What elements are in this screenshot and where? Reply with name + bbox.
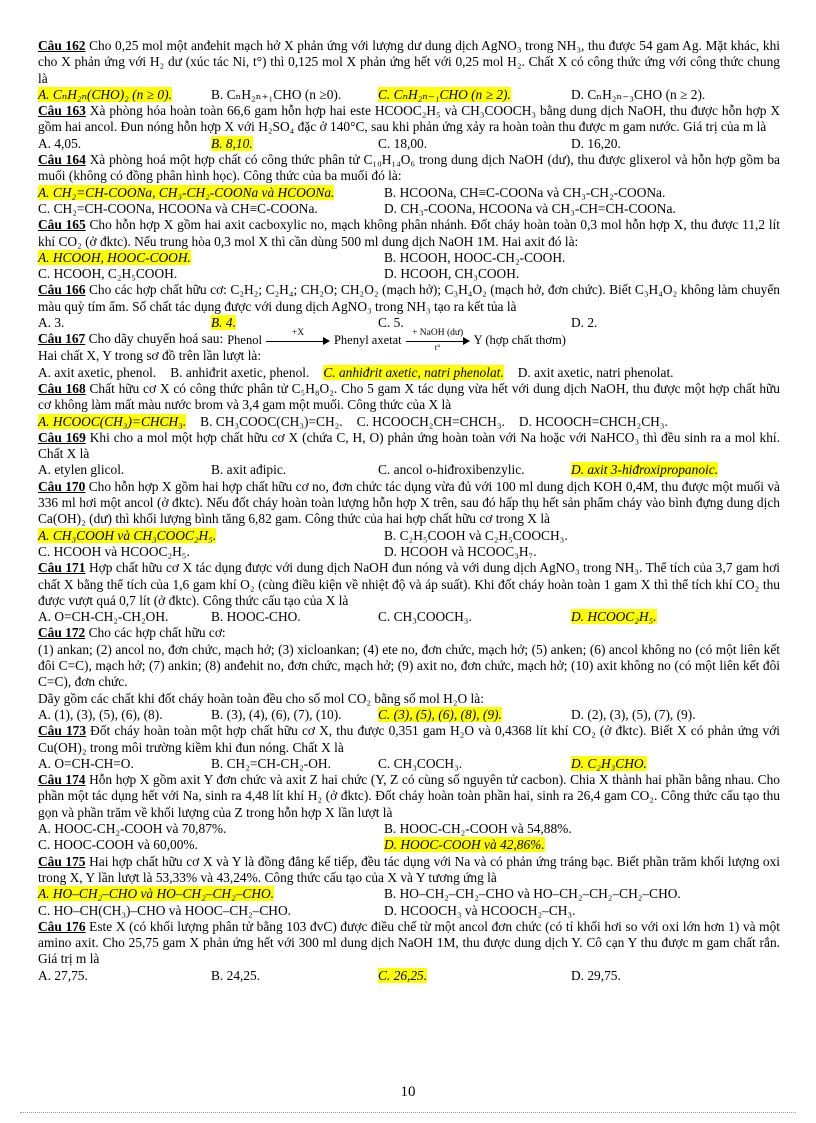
answer-option (384, 528, 780, 544)
question-label: Câu 169 (38, 429, 86, 445)
question-text: Hỗn hợp X gồm axit Y đơn chức và axit Z hai chức (Y, Z có cùng số nguyên tử cacbon). Chia X thành hai phần bằng nhau. Cho phần một tác dụng hết với Na, sinh ra 4,48 lít khí H₂ (ở đktc). Đốt cháy hoàn toàn phần hai, sinh ra 26,4 gam CO₂. Công thức cấu tạo thu gọn và phần trăm về khối lượng của Z trong hỗn hợp X lần lượt là (38, 772, 780, 820)
answer-options (38, 756, 780, 772)
answer-option (571, 756, 780, 772)
answer-options (38, 365, 780, 381)
highlighted-answer: A. CH₂=CH-COONa, CH₃-CH₂-COONa và HCOONa. (38, 184, 335, 200)
answer-option (571, 462, 780, 478)
answer-text: C. HCOOCH₂CH=CHCH₃. (356, 413, 505, 429)
answer-options (38, 821, 780, 854)
highlighted-answer: C. CₙH₂ₙ₋₁CHO (n ≥ 2). (378, 86, 511, 102)
answer-option (38, 968, 211, 984)
answer-options (38, 528, 780, 561)
highlighted-answer: D. C₂H₃CHO. (571, 755, 647, 771)
question-stem (38, 38, 780, 87)
answer-text: D. (2), (3), (5), (7), (9). (571, 706, 696, 722)
question-label: Câu 167 (38, 331, 86, 347)
question-block (38, 919, 780, 984)
answer-text: C. CH₃COCH₃. (378, 755, 463, 771)
answer-text: D. HCOOH, CH₃COOH. (384, 266, 520, 282)
question-text: Hai hợp chất hữu cơ X và Y là đồng đẳng kế tiếp, đều tác dụng với Na và có phản ứng tráng bạc. Biết phần trăm khối lượng oxi trong X, Y lần lượt là 53,33% và 43,24%. Công thức cấu tạo của X và Y tương ứng là (38, 853, 781, 885)
answer-text: C. HCOOH và HCOOC₂H₅. (38, 543, 190, 559)
answer-option (38, 462, 211, 478)
arrow-1-reagent: +X (291, 328, 305, 339)
question-stem (38, 772, 780, 821)
question-label: Câu 176 (38, 918, 86, 934)
question-stem (38, 152, 780, 185)
page-content (38, 38, 780, 984)
answer-option (571, 315, 780, 331)
question-label: Câu 165 (38, 217, 86, 233)
answer-text: D. 29,75. (571, 967, 621, 983)
highlighted-answer: D. HCOOC₂H₅. (571, 609, 657, 625)
question-text: Cho hỗn hợp X gồm hai hợp chất hữu cơ no, đơn chức tác dụng vừa đủ với 100 ml dung dịch KOH 0,4M, thu được một muối và 336 ml hơi một ancol (ở đktc). Nếu đốt cháy hoàn toàn lượng hỗn hợp X trên, sau đó hấp thụ hết sản phẩm cháy vào bình đựng dung dịch Ca(OH)₂ (dư) thì khối lượng bình tăng 6,82 gam. Công thức của hai hợp chất hữu cơ trong X là (38, 478, 780, 527)
answer-options (38, 609, 780, 625)
scheme-middle: Phenyl axetat (333, 333, 402, 348)
highlighted-answer: A. HCOOC(CH₃)=CHCH₃. (38, 413, 187, 429)
answer-text: B. HO–CH₂–CH₂–CHO và HO–CH₂–CH₂–CH₂–CHO. (384, 886, 681, 902)
answer-option (384, 250, 780, 266)
arrow-2-condition: t° (434, 342, 441, 353)
answer-option (571, 707, 780, 723)
answer-text: A. O=CH-CH₂-CH₂OH. (38, 609, 169, 625)
scheme-arrow-2 (406, 328, 470, 353)
answer-option (571, 136, 780, 152)
answer-option (211, 609, 378, 625)
question-text-continued: Dãy gồm các chất khi đốt cháy hoàn toàn đều cho số mol CO₂ bằng số mol H₂O là: (38, 690, 484, 706)
answer-text: A. axit axetic, phenol. (38, 364, 157, 380)
answer-text: B. axit ađipic. (211, 462, 287, 478)
answer-text: C. 5. (378, 315, 404, 331)
question-block (38, 625, 780, 723)
highlighted-answer: B. 4. (211, 315, 236, 331)
answer-option (38, 837, 384, 853)
answer-text: A. HOOC-CH₂-COOH và 70,87%. (38, 821, 227, 837)
answer-text: B. 24,25. (211, 967, 261, 983)
question-block (38, 479, 780, 560)
answer-text: A. O=CH-CH=O. (38, 755, 134, 771)
answer-options (38, 968, 780, 984)
answer-text: C. HO–CH(CH₃)–CHO và HOOC–CH₂–CHO. (38, 902, 291, 918)
question-text: Cho 0,25 mol một anđehit mạch hở X phản ứng với lượng dư dung dịch AgNO₃ trong NH₃, thu được 54 gam Ag. Mặt khác, khi cho X phản ứng với H₂ dư (xúc tác Ni, t°) thì 0,125 mol X phản ứng hết với 0,25 mol H₂. Chất X có công thức ứng với công thức chung là (38, 38, 780, 86)
answer-text: D. 16,20. (571, 135, 621, 151)
answer-option (211, 968, 378, 984)
question-stem (38, 103, 780, 136)
answer-option (378, 609, 571, 625)
arrow-1-head (323, 337, 330, 345)
answer-option (38, 414, 186, 430)
question-label: Câu 162 (38, 38, 86, 53)
question-text: Hợp chất hữu cơ X tác dụng được với dung dịch NaOH đun nóng và với dung dịch AgNO₃ trong NH₃. Thể tích của 3,7 gam hơi chất X bằng thể tích của 1,6 gam khí O₂ (cùng điều kiện về nhiệt độ và áp suất). Khi đốt cháy hoàn toàn 1 gam X thì thể tích khí CO₂ thu được vượt quá 0,7 lít (ở đktc). Công thức cấu tạo của X là (38, 560, 780, 608)
answer-option (38, 185, 384, 201)
question-block (38, 217, 780, 282)
scheme-start: Phenol (227, 333, 262, 348)
answer-option (38, 707, 211, 723)
answer-option (378, 756, 571, 772)
question-label: Câu 166 (38, 282, 86, 298)
answer-option (378, 87, 571, 103)
answer-text: C. CH₂=CH-COONa, HCOONa và CH≡C-COONa. (38, 200, 318, 216)
question-stem (38, 479, 780, 528)
answer-options (38, 250, 780, 283)
answer-options (38, 886, 780, 919)
answer-text: A. 3. (38, 315, 65, 331)
answer-option (357, 414, 505, 430)
answer-option (384, 886, 780, 902)
answer-text: B. (3), (4), (6), (7), (10). (211, 706, 342, 722)
question-block (38, 560, 780, 625)
answer-option (211, 136, 378, 152)
question-stem (38, 282, 780, 315)
highlighted-answer: A. CₙH₂ₙ(CHO)₂ (n ≥ 0). (38, 86, 172, 102)
answer-options (38, 185, 780, 218)
question-label: Câu 164 (38, 152, 86, 168)
answer-text: B. anhiđrit axetic, phenol. (170, 364, 310, 380)
answer-text: D. HCOOH và HCOOC₃H₇. (384, 543, 537, 559)
scheme-end: Y (hợp chất thơm) (473, 333, 566, 348)
question-label: Câu 172 (38, 625, 86, 641)
answer-option (384, 266, 780, 282)
question-block (38, 103, 780, 152)
answer-text: C. CH₃COOCH₃. (378, 609, 472, 625)
answer-text: A. 27,75. (38, 967, 88, 983)
question-label: Câu 168 (38, 381, 86, 396)
question-text: Cho các hợp chất hữu cơ: (85, 625, 226, 641)
question-stem (38, 430, 780, 463)
answer-option (211, 87, 378, 103)
answer-option (384, 544, 780, 560)
answer-option (211, 462, 378, 478)
answer-text: C. 18,00. (378, 135, 428, 151)
answer-options (38, 462, 780, 478)
question-text: Este X (có khối lượng phân tử bằng 103 đvC) được điều chế từ một ancol đơn chức (có tỉ khối hơi so với oxi lớn hơn 1) và một amino axit. Cho 25,75 gam X phản ứng hết với 300 ml dung dịch NaOH 1M, thu được dung dịch Y. Cô cạn Y thu được m gam chất rắn. Giá trị m là (38, 918, 781, 967)
answer-option (38, 886, 384, 902)
answer-option (571, 968, 780, 984)
answer-option (38, 903, 384, 919)
question-block (38, 854, 780, 919)
question-text: Xà phòng hoá một hợp chất có công thức phân tử C₁₀H₁₄O₆ trong dung dịch NaOH (dư), thu được glixerol và hỗn hợp gồm ba muối (không có đồng phân hình học). Công thức của ba muối đó là: (38, 152, 780, 184)
answer-option (211, 756, 378, 772)
highlighted-answer: D. axit 3-hiđroxipropanoic. (571, 462, 719, 478)
answer-text: B. C₂H₅COOH và C₂H₅COOCH₃. (384, 527, 568, 543)
answer-option (211, 707, 378, 723)
question-label: Câu 174 (38, 772, 86, 788)
question-text-continued: (1) ankan; (2) ancol no, đơn chức, mạch hở; (3) xicloankan; (4) ete no, đơn chức, mạch hở; (5) anken; (6) ancol không no (có một liên kết đôi C=C), mạch hở; (7) ankin; (8) anđehit no, đơn chức, mạch hở; (9) axit no, đơn chức, mạch hở; (10) axit không no (có một liên kết đôi C=C), đơn chức. (38, 641, 780, 690)
answer-text: B. CH₃COOC(CH₃)=CH₂. (200, 413, 343, 429)
question-label: Câu 170 (38, 478, 86, 494)
answer-option (38, 266, 384, 282)
answer-text: D. axit axetic, natri phenolat. (517, 364, 674, 380)
answer-option (378, 968, 571, 984)
answer-text: D. CH₃-COONa, HCOONa và CH₃-CH=CH-COONa. (384, 200, 676, 216)
answer-text: D. 2. (571, 315, 598, 331)
answer-text: B. CₙH₂ₙ₊₁CHO (n ≥0). (211, 86, 342, 102)
question-block (38, 723, 780, 772)
highlighted-answer: C. (3), (5), (6), (8), (9). (378, 706, 502, 722)
answer-option (378, 136, 571, 152)
answer-option (38, 756, 211, 772)
answer-option (38, 528, 384, 544)
question-stem (38, 560, 780, 609)
question-block (38, 38, 780, 103)
answer-option (519, 414, 668, 430)
question-label: Câu 173 (38, 723, 87, 739)
answer-option (38, 315, 211, 331)
answer-text: D. HCOOCH=CHCH₂CH₃. (518, 413, 668, 429)
question-text: Cho các hợp chất hữu cơ: C₂H₂; C₂H₄; CH₂O; CH₂O₂ (mạch hở); C₃H₄O₂ (mạch hở, đơn chức). Biết C₃H₄O₂ không làm chuyển màu quỳ tím ẩm. Số chất tác dụng được với dung dịch AgNO₃ trong NH₃ tạo ra kết tủa là (38, 282, 780, 314)
question-block (38, 381, 780, 430)
answer-option (378, 462, 571, 478)
question-stem (38, 723, 780, 756)
answer-options (38, 414, 780, 430)
question-label: Câu 171 (38, 560, 86, 576)
answer-option (200, 414, 342, 430)
page-number: 10 (400, 1084, 416, 1100)
question-block (38, 328, 780, 381)
answer-text: D. CₙH₂ₙ₋₃CHO (n ≥ 2). (571, 86, 706, 102)
answer-option (38, 609, 211, 625)
question-text: Chất hữu cơ X có công thức phân tử C₅H₈O₂. Cho 5 gam X tác dụng vừa hết với dung dịch NaOH, thu được một hợp chất hữu cơ không làm mất màu nước brom và 3,4 gam một muối. Công thức của X là (38, 381, 780, 413)
answer-text: B. HCOOH, HOOC-CH₂-COOH. (384, 249, 566, 265)
answer-option (518, 365, 674, 381)
answer-option (38, 87, 211, 103)
question-label: Câu 175 (38, 853, 86, 869)
highlighted-answer: A. HCOOH, HOOC-COOH. (38, 249, 191, 265)
scheme-arrow-1 (266, 328, 330, 348)
answer-option (384, 185, 780, 201)
answer-text: D. HCOOCH₃ và HCOOCH₂–CH₃. (384, 902, 576, 918)
answer-text: B. CH₂=CH-CH₂-OH. (211, 755, 331, 771)
question-text: Khi cho a mol một hợp chất hữu cơ X (chứa C, H, O) phản ứng hoàn toàn với Na hoặc với NaHCO₃ thì đều sinh ra a mol khí. Chất X là (38, 429, 780, 462)
answer-text: C. HCOOH, C₂H₅COOH. (38, 266, 178, 282)
question-block (38, 282, 780, 331)
answer-text: B. HCOONa, CH≡C-COONa và CH₃-CH₂-COONa. (384, 184, 666, 200)
answer-text: B. HOOC-CHO. (211, 609, 301, 625)
answer-options (38, 87, 780, 103)
highlighted-answer: A. HO–CH₂–CHO và HO–CH₂–CH₂–CHO. (38, 886, 275, 902)
question-stem (38, 328, 780, 353)
question-text: Đốt cháy hoàn toàn một hợp chất hữu cơ X, thu được 0,351 gam H₂O và 0,4368 lít khí CO₂ (ở đktc). Biết X có phản ứng với Cu(OH)₂ trong môi trường kiềm khi đun nóng. Chất X là (38, 723, 781, 755)
answer-option (384, 201, 780, 217)
answer-options (38, 707, 780, 723)
question-text-continued: Hai chất X, Y trong sơ đồ trên lần lượt là: (38, 348, 262, 364)
answer-option (170, 365, 309, 381)
highlighted-answer: D. HOOC-COOH và 42,86%. (384, 837, 545, 853)
answer-text: B. HOOC-CH₂-COOH và 54,88%. (384, 821, 572, 837)
answer-option (378, 707, 571, 723)
answer-option (384, 837, 780, 853)
question-block (38, 152, 780, 217)
question-stem (38, 919, 780, 968)
question-stem (38, 625, 780, 641)
answer-option (38, 365, 156, 381)
reaction-scheme (227, 328, 566, 353)
answer-option (38, 201, 384, 217)
answer-option (38, 821, 384, 837)
question-block (38, 430, 780, 479)
answer-text: A. (1), (3), (5), (6), (8). (38, 706, 163, 722)
answer-text: C. ancol o-hiđroxibenzylic. (378, 462, 525, 478)
question-text: Cho hỗn hợp X gồm hai axit cacboxylic no, mạch không phân nhánh. Đốt cháy hoàn toàn 0,3 mol hỗn hợp X, thu được 11,2 lít khí CO₂ (ở đktc). Nếu trung hòa 0,3 mol X thì cần dùng 500 ml dung dịch NaOH 1M. Hai axit đó là: (38, 217, 780, 249)
answer-option (38, 136, 211, 152)
answer-text: C. HOOC-COOH và 60,00%. (38, 837, 198, 853)
highlighted-answer: B. 8,10. (211, 135, 253, 151)
question-text: Xà phòng hóa hoàn toàn 66,6 gam hỗn hợp hai este HCOOC₂H₅ và CH₃COOCH₃ bằng dung dịch NaOH, thu được hỗn hợp X gồm hai ancol. Đun nóng hỗn hợp X với H₂SO₄ đặc ở 140°C, sau khi phản ứng xảy ra hoàn toàn thu được m gam nước. Giá trị của m là (38, 103, 780, 135)
question-block (38, 772, 780, 853)
answer-option (571, 87, 780, 103)
answer-text: A. 4,05. (38, 135, 82, 151)
question-stem (38, 217, 780, 250)
answer-text: A. etylen glicol. (38, 462, 125, 478)
answer-option (38, 250, 384, 266)
answer-options (38, 136, 780, 152)
arrow-2-reagent: + NaOH (dư) (412, 328, 464, 339)
answer-option (384, 903, 780, 919)
arrow-1-line (266, 341, 324, 342)
highlighted-answer: C. anhiđrit axetic, natri phenolat. (323, 364, 504, 380)
question-stem (38, 854, 780, 887)
footer-divider (20, 1112, 796, 1113)
answer-option (38, 544, 384, 560)
question-label: Câu 163 (38, 103, 86, 119)
highlighted-answer: C. 26,25. (378, 967, 428, 983)
answer-option (571, 609, 780, 625)
answer-option (323, 365, 503, 381)
answer-option (384, 821, 780, 837)
question-text: Cho dãy chuyển hoá sau: (85, 331, 224, 347)
highlighted-answer: A. CH₃COOH và CH₃COOC₂H₅. (38, 527, 217, 543)
question-stem (38, 381, 780, 414)
